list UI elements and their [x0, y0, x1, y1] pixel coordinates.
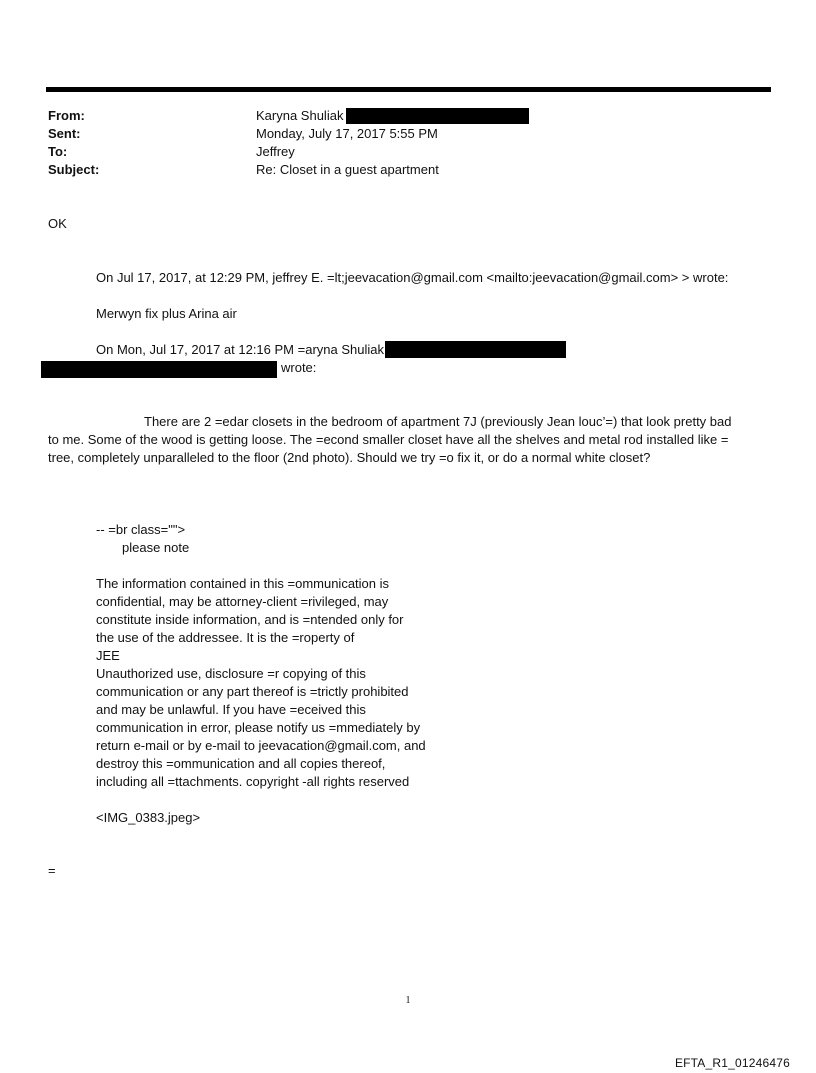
- disclaimer-line: the use of the addressee. It is the =roperty of: [96, 630, 355, 645]
- signature-note: please note: [122, 540, 190, 555]
- quote2-wrote: wrote:: [281, 360, 317, 375]
- reply-text: OK: [48, 216, 67, 231]
- disclaimer-line: return e-mail or by e-mail to jeevacation@gmail.com, and: [96, 738, 426, 753]
- sent-label: Sent:: [48, 126, 81, 141]
- subject-value: Re: Closet in a guest apartment: [256, 162, 439, 177]
- quote1-text: Merwyn fix plus Arina air: [96, 306, 237, 321]
- quote2-header: On Mon, Jul 17, 2017 at 12:16 PM =aryna Shuliak: [96, 342, 384, 357]
- sent-value: Monday, July 17, 2017 5:55 PM: [256, 126, 438, 141]
- trailing-char: =: [48, 863, 56, 878]
- redaction-block: [385, 341, 566, 358]
- bates-number: EFTA_R1_01246476: [674, 1056, 790, 1070]
- attachment-name: <IMG_0383.jpeg>: [96, 810, 201, 825]
- from-value: Karyna Shuliak: [256, 108, 344, 123]
- disclaimer-line: Unauthorized use, disclosure =r copying of this: [96, 666, 366, 681]
- signature-line: -- =br class="">: [96, 522, 186, 537]
- subject-label: Subject:: [48, 162, 100, 177]
- redaction-block: [41, 361, 277, 378]
- to-label: To:: [48, 144, 68, 159]
- message-line: There are 2 =edar closets in the bedroom of apartment 7J (previously Jean louc’=) that look pretty bad: [144, 414, 732, 429]
- message-line: to me. Some of the wood is getting loose. The =econd smaller closet have all the shelves and metal rod installed like =: [48, 432, 729, 447]
- message-line: tree, completely unparalleled to the floor (2nd photo). Should we try =o fix it, or do a normal white closet?: [48, 450, 651, 465]
- to-value: Jeffrey: [256, 144, 295, 159]
- header-rule: [46, 87, 771, 92]
- page-number: 1: [405, 995, 411, 1006]
- from-label: From:: [48, 108, 85, 123]
- disclaimer-line: The information contained in this =ommunication is: [96, 576, 390, 591]
- disclaimer-line: constitute inside information, and is =ntended only for: [96, 612, 404, 627]
- disclaimer-line: including all =ttachments. copyright -all rights reserved: [96, 774, 410, 789]
- disclaimer-line: confidential, may be attorney-client =rivileged, may: [96, 594, 389, 609]
- disclaimer-line: communication or any part thereof is =trictly prohibited: [96, 684, 409, 699]
- quote1-header: On Jul 17, 2017, at 12:29 PM, jeffrey E. =lt;jeevacation@gmail.com <mailto:jeevacation@gmail.com> > wrote:: [96, 270, 729, 285]
- disclaimer-line: destroy this =ommunication and all copies thereof,: [96, 756, 386, 771]
- disclaimer-line: JEE: [96, 648, 120, 663]
- disclaimer-line: communication in error, please notify us =mmediately by: [96, 720, 421, 735]
- redaction-block: [346, 108, 529, 124]
- disclaimer-line: and may be unlawful. If you have =eceived this: [96, 702, 366, 717]
